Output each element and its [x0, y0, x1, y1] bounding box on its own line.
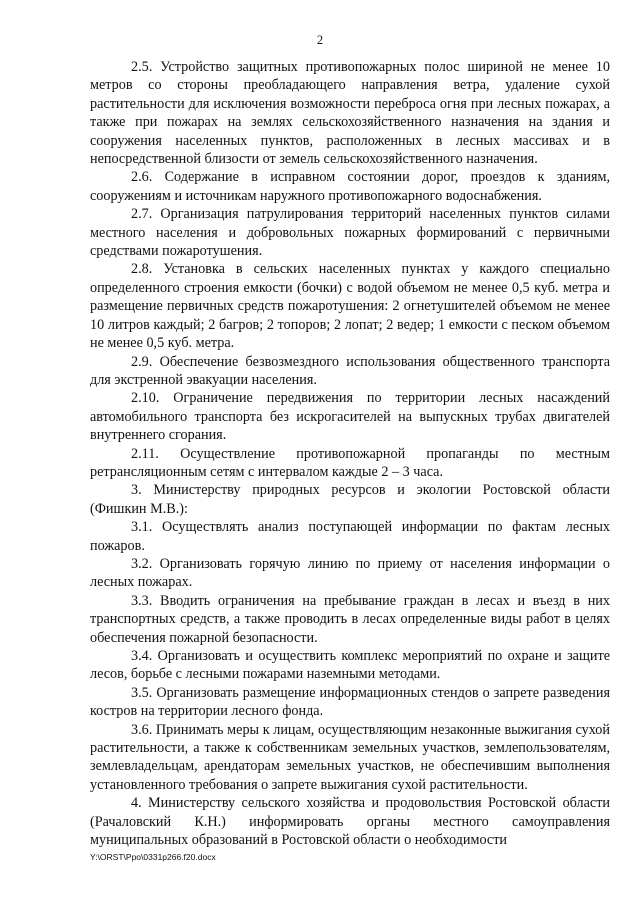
paragraph-3: 3. Министерству природных ресурсов и экологии Ростовской области (Фишкин М.В.): [90, 482, 610, 517]
paragraph-2-6: 2.6. Содержание в исправном состоянии дорог, проездов к зданиям, сооружениям и источникам наружного противопожарного водоснабжения. [90, 169, 610, 204]
paragraph-2-7: 2.7. Организация патрулирования территорий населенных пунктов силами местного населения и добровольных пожарных формирований с первичными средствами пожаротушения. [90, 206, 610, 260]
paragraph-2-8: 2.8. Установка в сельских населенных пунктах у каждого специально определенного строения емкости (бочки) с водой объемом не менее 0,5 куб. метра и размещение первичных средств пожаротушения: 2 огнетушителей объемом не менее 10 литров каждый; 2 багров; 2 топоров; 2 лопат; 2 ведер; 1 емкости с песком объемом не менее 0,5 куб. метра. [90, 261, 610, 352]
paragraph-3-1: 3.1. Осуществлять анализ поступающей информации по фактам лесных пожаров. [90, 519, 610, 554]
paragraph-3-4: 3.4. Организовать и осуществить комплекс мероприятий по охране и защите лесов, борьбе с лесными пожарами наземными методами. [90, 648, 610, 683]
paragraph-3-3: 3.3. Вводить ограничения на пребывание граждан в лесах и въезд в них транспортных средств, а также проводить в лесах определенные виды работ в целях обеспечения пожарной безопасности. [90, 592, 610, 646]
paragraph-2-11: 2.11. Осуществление противопожарной пропаганды по местным ретрансляционным сетям с интервалом каждые 2 – 3 часа. [90, 445, 610, 480]
paragraph-2-9: 2.9. Обеспечение безвозмездного использования общественного транспорта для экстренной эвакуации населения. [90, 353, 610, 388]
paragraph-3-2: 3.2. Организовать горячую линию по приему от населения информации о лесных пожарах. [90, 555, 610, 591]
document-body [90, 58, 610, 849]
paragraph-2-5: 2.5. Устройство защитных противопожарных полос шириной не менее 10 метров со стороны преобладающего направления ветра, удаление сухой растительности для исключения возможности переброса огня при лесных пожарах, а также при пожарах на землях сельскохозяйственного назначения на здания и сооружения населенных пунктов, расположенных в лесных массивах и в непосредственной близости от земель сельскохозяйственного назначения. [90, 59, 610, 168]
page-number: 2 [316, 33, 324, 47]
paragraph-2-10: 2.10. Ограничение передвижения по территории лесных насаждений автомобильного транспорта без искрогасителей на выпускных трубах двигателей внутреннего сгорания. [90, 390, 610, 444]
file-path-footer: Y:\ORST\Ppo\0331p266.f20.docx [90, 852, 216, 862]
paragraph-3-6: 3.6. Принимать меры к лицам, осуществляющим незаконные выжигания сухой растительности, а также к собственникам земельных участков, землепользователям, землевладельцам, арендаторам земельных участков, не обеспечившим выполнения установленного требования о запрете выжигания сухой растительности. [90, 721, 610, 793]
paragraph-4: 4. Министерству сельского хозяйства и продовольствия Ростовской области (Рачаловский К.Н.) информировать органы местного самоуправления муниципальных образований в Ростовской области о необходимости [90, 795, 610, 849]
paragraph-3-5: 3.5. Организовать размещение информационных стендов о запрете разведения костров на территории лесного фонда. [90, 684, 610, 720]
